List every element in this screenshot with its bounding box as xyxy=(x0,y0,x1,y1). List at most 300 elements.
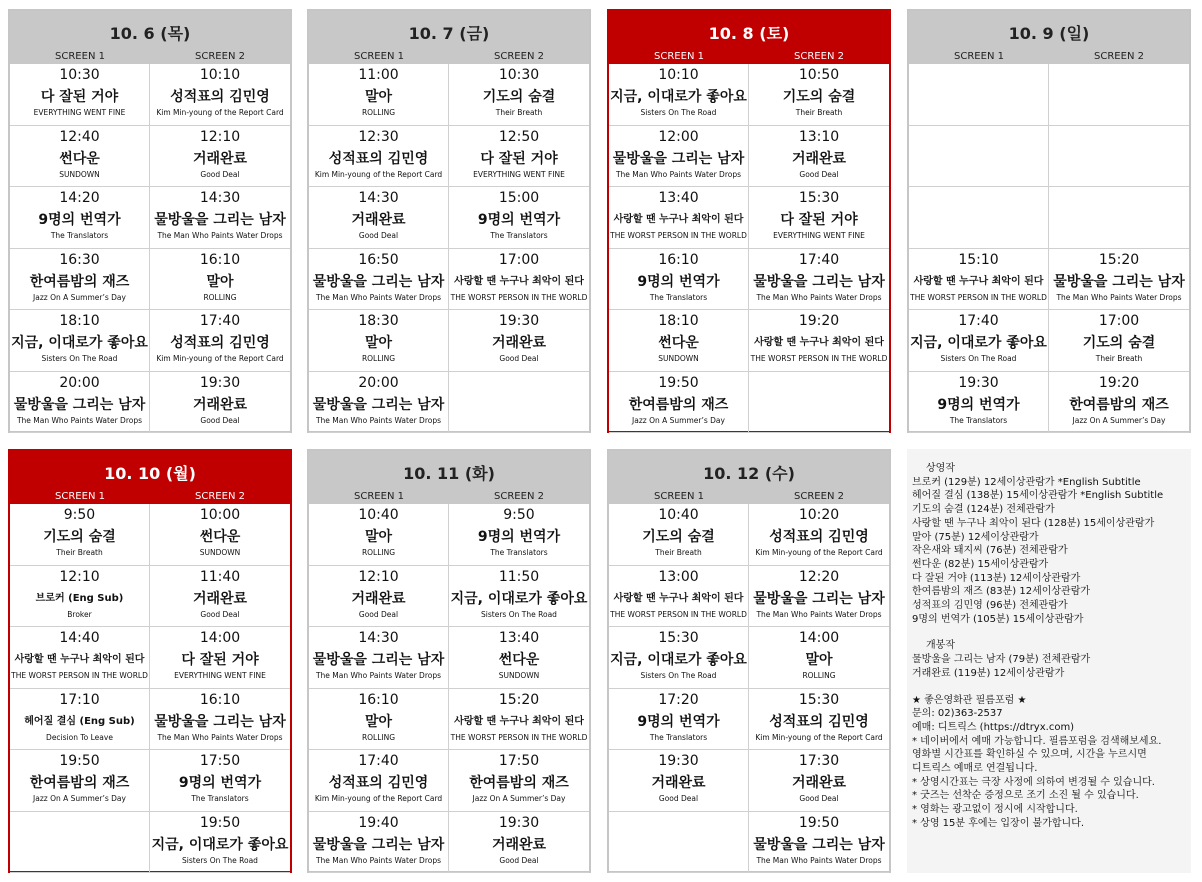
movie-title-ko: 사랑할 땐 누구나 최악이 된다 xyxy=(613,592,744,604)
day-header xyxy=(609,11,889,64)
showtime: 10:40 xyxy=(658,507,699,523)
now-showing-list xyxy=(912,476,1191,627)
showtime-cell[interactable] xyxy=(749,812,889,874)
note-line: 디트릭스 예매로 연결됩니다. xyxy=(912,763,1038,775)
day-card xyxy=(307,9,591,433)
day-card xyxy=(907,9,1191,433)
movie-title-en: Sisters On The Road xyxy=(481,609,557,619)
movie-title-en: THE WORST PERSON IN THE WORLD xyxy=(610,609,747,619)
showtime: 17:30 xyxy=(798,753,840,769)
movie-title-ko: 지금, 이대로가 좋아요 xyxy=(450,590,588,607)
movie-title-en: The Man Who Paints Water Drops xyxy=(756,292,882,302)
screen-label-2: SCREEN 2 xyxy=(195,51,245,62)
movie-title-ko: 성적표의 김민영 xyxy=(328,775,429,791)
showtime-cell[interactable] xyxy=(749,64,889,126)
movie-title-ko: 성적표의 김민영 xyxy=(769,713,869,730)
showtime: 16:50 xyxy=(358,251,399,268)
showtime-cell[interactable] xyxy=(309,750,449,812)
showtime-cell[interactable] xyxy=(749,689,889,751)
movie-title-en: Good Deal xyxy=(358,609,399,619)
movie-title-ko: 브로커 (Eng Sub) xyxy=(35,592,124,604)
movie-title-en: ROLLING xyxy=(203,292,237,302)
movie-title-ko: 사랑할 땐 누구나 최악이 된다 xyxy=(454,715,584,727)
movie-title-ko: 거래완료 xyxy=(192,150,248,167)
info-panel xyxy=(907,449,1191,873)
screen-label-1: SCREEN 1 xyxy=(55,491,105,502)
showtime: 19:20 xyxy=(798,313,840,329)
showtime: 15:20 xyxy=(498,691,540,708)
movie-title-en: EVERYTHING WENT FINE xyxy=(773,231,865,240)
movie-title-ko: 기도의 숨결 xyxy=(482,89,556,105)
showtime-cell[interactable] xyxy=(309,187,449,249)
movie-title-ko: 물방울을 그리는 남자 xyxy=(612,150,745,167)
movie-title-en: SUNDOWN xyxy=(199,548,241,557)
movie-title-ko: 썬다운 xyxy=(59,150,100,167)
movie-title-ko: 성적표의 김민영 xyxy=(170,89,270,105)
showtime-cell[interactable] xyxy=(1049,249,1189,311)
movie-title-ko: 한여름밤의 재즈 xyxy=(29,775,130,791)
showtime: 10:30 xyxy=(498,67,540,83)
movie-title-ko: 거래완료 xyxy=(351,590,406,607)
showtime: 17:00 xyxy=(498,251,540,268)
showtime-cell[interactable] xyxy=(909,249,1049,311)
movie-title-ko: 한여름밤의 재즈 xyxy=(628,396,729,413)
showtime-cell[interactable] xyxy=(150,566,290,628)
showtime: 13:40 xyxy=(658,190,699,206)
screen-label-2: SCREEN 2 xyxy=(794,491,844,502)
showtime: 10:40 xyxy=(358,507,399,523)
notes-list xyxy=(912,694,1191,831)
showtime: 14:40 xyxy=(59,630,100,646)
now-showing-item: 썬다운 (82분) 15세이상관람가 xyxy=(912,558,1049,570)
showtime-cell[interactable] xyxy=(10,627,150,689)
showtime-cell[interactable] xyxy=(309,812,449,874)
movie-title-ko: 물방울을 그리는 남자 xyxy=(312,836,445,853)
note-line: ★ 좋은영화관 필름포럼 ★ xyxy=(912,694,1027,706)
showtime: 10:30 xyxy=(59,67,100,83)
movie-title-ko: 지금, 이대로가 좋아요 xyxy=(610,89,747,105)
showtime-cell[interactable] xyxy=(10,64,150,126)
showtime-cell[interactable] xyxy=(749,504,889,566)
movie-title-ko: 사랑할 땐 누구나 최악이 된다 xyxy=(613,214,744,225)
movie-title-en: Good Deal xyxy=(499,855,539,865)
showtime-cell[interactable] xyxy=(609,64,749,126)
showtime-cell[interactable] xyxy=(150,812,290,874)
showtime: 19:50 xyxy=(658,374,699,391)
showtime-grid xyxy=(10,504,290,873)
showtime: 18:10 xyxy=(658,313,699,329)
day-date: 10. 10 (월) xyxy=(104,464,196,483)
now-showing-item: 브로커 (129분) 12세이상관람가 *English Subtitle xyxy=(912,476,1141,488)
showtime: 14:00 xyxy=(199,630,241,646)
showtime: 10:20 xyxy=(798,507,840,523)
showtime-cell[interactable] xyxy=(609,249,749,311)
showtime-cell[interactable] xyxy=(609,126,749,188)
movie-title-ko: 물방울을 그리는 남자 xyxy=(753,836,885,853)
showtime: 17:10 xyxy=(59,691,100,708)
movie-title-ko: 사랑할 땐 누구나 최악이 된다 xyxy=(913,275,1044,287)
movie-title-en: The Translators xyxy=(490,231,548,240)
movie-title-en: ROLLING xyxy=(802,671,836,680)
showtime: 15:10 xyxy=(958,251,999,268)
showtime-cell[interactable] xyxy=(10,504,150,566)
movie-title-ko: 거래완료 xyxy=(791,150,847,167)
now-showing-item: 9명의 번역가 (105분) 15세이상관람가 xyxy=(912,613,1084,625)
showtime: 17:40 xyxy=(358,753,399,769)
showtime-cell[interactable] xyxy=(449,187,589,249)
opening-item: 물방울을 그리는 남자 (79분) 전체관람가 xyxy=(912,654,1091,666)
showtime: 12:20 xyxy=(798,568,840,585)
showtime: 19:50 xyxy=(199,814,241,831)
opening-title: 개봉작 xyxy=(926,640,955,652)
showtime: 10:00 xyxy=(199,507,241,523)
showtime-cell[interactable] xyxy=(150,249,290,311)
movie-title-ko: 거래완료 xyxy=(351,212,406,228)
showtime-cell[interactable] xyxy=(10,566,150,628)
screen-label-1: SCREEN 1 xyxy=(954,51,1004,62)
showtime-cell[interactable] xyxy=(749,750,889,812)
movie-title-ko: 물방울을 그리는 남자 xyxy=(154,713,286,730)
movie-title-ko: 9명의 번역가 xyxy=(477,212,561,228)
movie-title-en: The Translators xyxy=(191,794,249,803)
movie-title-ko: 거래완료 xyxy=(791,775,847,791)
now-showing-item: 한여름밤의 재즈 (83분) 12세이상관람가 xyxy=(912,586,1091,598)
showtime-cell[interactable] xyxy=(449,689,589,751)
movie-title-en: Good Deal xyxy=(200,169,240,179)
movie-title-en: The Man Who Paints Water Drops xyxy=(16,415,143,425)
movie-title-ko: 지금, 이대로가 좋아요 xyxy=(151,836,289,853)
movie-title-en: Broker xyxy=(67,609,92,619)
day-header xyxy=(609,451,889,504)
movie-title-en: ROLLING xyxy=(361,548,396,557)
movie-title-en: Kim Min-young of the Report Card xyxy=(156,108,284,117)
showtime-cell[interactable] xyxy=(10,310,150,372)
opening-item: 거래완료 (119분) 12세이상관람가 xyxy=(912,667,1065,679)
movie-title-ko: 물방울을 그리는 남자 xyxy=(154,212,286,228)
note-line: 문의: 02)363-2537 xyxy=(912,708,1003,720)
showtime: 9:50 xyxy=(503,507,535,523)
showtime-grid xyxy=(609,64,889,433)
showtime-cell[interactable] xyxy=(1049,372,1189,434)
showtime-cell[interactable] xyxy=(309,126,449,188)
showtime: 14:00 xyxy=(798,630,840,646)
movie-title-ko: 물방울을 그리는 남자 xyxy=(312,396,445,413)
showtime-cell[interactable] xyxy=(749,126,889,188)
showtime-cell[interactable] xyxy=(150,187,290,249)
showtime: 11:00 xyxy=(358,67,399,83)
note-line: 영화별 시간표를 확인하실 수 있으며, 시간을 누르시면 xyxy=(912,749,1147,761)
day-card xyxy=(8,449,292,873)
showtime-cell[interactable] xyxy=(909,310,1049,372)
movie-title-en: The Man Who Paints Water Drops xyxy=(756,609,882,619)
showtime-cell xyxy=(1049,126,1189,188)
day-card xyxy=(607,9,891,433)
movie-title-ko: 말아 xyxy=(364,713,393,730)
showtime-cell[interactable] xyxy=(309,504,449,566)
showtime-cell[interactable] xyxy=(150,627,290,689)
movie-title-ko: 9명의 번역가 xyxy=(178,775,262,791)
movie-title-ko: 다 잘된 거야 xyxy=(40,89,119,105)
showtime: 16:10 xyxy=(199,691,241,708)
movie-title-ko: 말아 xyxy=(364,89,393,105)
showtime-cell xyxy=(609,812,749,874)
movie-title-ko: 물방울을 그리는 남자 xyxy=(753,590,885,607)
showtime-cell xyxy=(1049,64,1189,126)
showtime: 15:20 xyxy=(1098,251,1140,268)
showtime-grid xyxy=(909,64,1189,433)
showtime-cell[interactable] xyxy=(150,750,290,812)
showtime-cell[interactable] xyxy=(749,627,889,689)
movie-title-en: ROLLING xyxy=(361,732,396,742)
showtime: 17:50 xyxy=(199,753,241,769)
screen-label-2: SCREEN 2 xyxy=(494,491,544,502)
showtime: 15:30 xyxy=(658,630,699,646)
showtime-cell[interactable] xyxy=(449,249,589,311)
movie-title-en: Sisters On The Road xyxy=(640,671,717,680)
showtime: 12:10 xyxy=(358,568,399,585)
now-showing-item: 작은새와 돼지씨 (76분) 전체관람가 xyxy=(912,545,1068,557)
day-date: 10. 7 (금) xyxy=(408,24,490,43)
showtime: 10:50 xyxy=(798,67,840,83)
movie-title-ko: 성적표의 김민영 xyxy=(769,529,869,545)
movie-title-ko: 물방울을 그리는 남자 xyxy=(13,396,146,413)
now-showing-item: 다 잘된 거야 (113분) 12세이상관람가 xyxy=(912,572,1081,584)
showtime-cell[interactable] xyxy=(150,64,290,126)
showtime-cell[interactable] xyxy=(749,187,889,249)
movie-title-en: The Man Who Paints Water Drops xyxy=(315,415,442,425)
movie-title-ko: 말아 xyxy=(206,273,234,290)
movie-title-en: EVERYTHING WENT FINE xyxy=(33,108,126,117)
showtime-cell xyxy=(909,126,1049,188)
showtime-cell[interactable] xyxy=(1049,310,1189,372)
showtime-cell[interactable] xyxy=(609,566,749,628)
showtime-cell xyxy=(909,64,1049,126)
showtime-cell[interactable] xyxy=(449,566,589,628)
showtime-cell[interactable] xyxy=(449,627,589,689)
showtime: 19:30 xyxy=(958,374,999,391)
showtime: 17:40 xyxy=(798,251,840,268)
day-card xyxy=(8,9,292,433)
showtime-cell[interactable] xyxy=(449,64,589,126)
showtime-cell[interactable] xyxy=(10,249,150,311)
movie-title-ko: 9명의 번역가 xyxy=(477,529,561,545)
day-date: 10. 8 (토) xyxy=(708,24,790,43)
showtime: 14:30 xyxy=(358,190,399,206)
showtime-cell[interactable] xyxy=(449,750,589,812)
movie-title-en: The Translators xyxy=(50,231,109,240)
movie-title-en: Kim Min-young of the Report Card xyxy=(755,548,883,557)
showtime-cell[interactable] xyxy=(10,126,150,188)
movie-title-ko: 한여름밤의 재즈 xyxy=(469,775,569,791)
showtime-cell[interactable] xyxy=(309,249,449,311)
movie-title-en: The Man Who Paints Water Drops xyxy=(315,671,442,680)
movie-title-en: Their Breath xyxy=(495,108,543,117)
showtime-cell[interactable] xyxy=(609,372,749,434)
movie-title-ko: 거래완료 xyxy=(491,836,547,853)
showtime-grid xyxy=(309,64,589,433)
showtime-cell xyxy=(749,372,889,434)
movie-title-en: The Man Who Paints Water Drops xyxy=(615,169,742,179)
showtime-cell[interactable] xyxy=(609,689,749,751)
showtime-cell xyxy=(909,187,1049,249)
showtime: 18:30 xyxy=(358,313,399,329)
showtime-cell[interactable] xyxy=(609,187,749,249)
showtime: 12:30 xyxy=(358,128,399,145)
note-line: * 굿즈는 선착순 증정으로 조기 소진 될 수 있습니다. xyxy=(912,790,1139,802)
day-date: 10. 6 (목) xyxy=(109,24,191,43)
movie-title-en: Good Deal xyxy=(358,231,399,240)
movie-title-en: Good Deal xyxy=(658,794,699,803)
movie-title-ko: 거래완료 xyxy=(491,335,547,351)
movie-title-en: The Translators xyxy=(649,732,708,742)
screen-label-1: SCREEN 1 xyxy=(55,51,105,62)
movie-title-ko: 기도의 숨결 xyxy=(642,529,715,545)
showtime: 17:00 xyxy=(1098,313,1140,329)
movie-title-en: Jazz On A Summer’s Day xyxy=(472,794,566,803)
movie-title-en: Jazz On A Summer’s Day xyxy=(632,415,725,425)
movie-title-ko: 거래완료 xyxy=(192,590,248,607)
movie-title-ko: 기도의 숨결 xyxy=(1082,335,1156,351)
note-line: * 상영 15분 후에는 입장이 불가합니다. xyxy=(912,817,1085,829)
movie-title-ko: 다 잘된 거야 xyxy=(780,212,858,228)
movie-title-ko: 성적표의 김민영 xyxy=(170,335,270,351)
now-showing-item: 사랑할 땐 누구나 최악이 된다 (128분) 15세이상관람가 xyxy=(912,517,1155,529)
movie-title-ko: 사랑할 땐 누구나 최악이 된다 xyxy=(14,654,145,665)
showtime-cell[interactable] xyxy=(749,310,889,372)
screen-label-2: SCREEN 2 xyxy=(1094,51,1144,62)
movie-title-ko: 헤어질 결심 (Eng Sub) xyxy=(24,715,135,727)
movie-title-en: The Translators xyxy=(490,548,548,557)
movie-title-en: The Man Who Paints Water Drops xyxy=(157,732,283,742)
movie-title-ko: 썬다운 xyxy=(498,652,540,668)
movie-title-en: Their Breath xyxy=(655,548,702,557)
screen-label-2: SCREEN 2 xyxy=(494,51,544,62)
showtime-cell[interactable] xyxy=(609,504,749,566)
day-header xyxy=(10,451,290,504)
movie-title-ko: 9명의 번역가 xyxy=(637,713,720,730)
showtime-cell[interactable] xyxy=(609,310,749,372)
showtime: 17:20 xyxy=(658,691,699,708)
showtime: 19:30 xyxy=(498,814,540,831)
showtime-cell xyxy=(449,372,589,434)
showtime-cell[interactable] xyxy=(449,812,589,874)
movie-title-en: Decision To Leave xyxy=(46,732,113,742)
movie-title-ko: 물방울을 그리는 남자 xyxy=(1053,273,1185,290)
showtime-cell[interactable] xyxy=(150,126,290,188)
showtime-cell[interactable] xyxy=(449,504,589,566)
showtime-cell[interactable] xyxy=(309,372,449,434)
movie-title-en: Good Deal xyxy=(799,169,839,179)
movie-title-en: The Man Who Paints Water Drops xyxy=(1056,292,1182,302)
showtime: 15:30 xyxy=(798,691,840,708)
showtime-cell[interactable] xyxy=(309,627,449,689)
day-header xyxy=(309,451,589,504)
movie-title-en: THE WORST PERSON IN THE WORLD xyxy=(450,292,588,302)
movie-title-ko: 지금, 이대로가 좋아요 xyxy=(610,652,747,668)
showtime: 20:00 xyxy=(358,374,399,391)
movie-title-en: THE WORST PERSON IN THE WORLD xyxy=(750,354,888,363)
note-line: * 영화는 광고없이 정시에 시작합니다. xyxy=(912,804,1078,816)
showtime-cell[interactable] xyxy=(749,249,889,311)
showtime-cell[interactable] xyxy=(10,750,150,812)
opening-list xyxy=(912,653,1191,680)
movie-title-en: Sisters On The Road xyxy=(940,354,1017,363)
movie-title-en: Good Deal xyxy=(499,354,539,363)
showtime-cell[interactable] xyxy=(10,372,150,434)
showtime-cell[interactable] xyxy=(10,689,150,751)
showtime: 17:40 xyxy=(958,313,999,329)
movie-title-en: EVERYTHING WENT FINE xyxy=(473,169,565,179)
now-showing-item: 기도의 숨결 (124분) 전체관람가 xyxy=(912,504,1055,516)
movie-title-ko: 말아 xyxy=(805,652,833,668)
showtime: 19:20 xyxy=(1098,374,1140,391)
showtime-cell[interactable] xyxy=(150,372,290,434)
showtime: 10:10 xyxy=(199,67,241,83)
movie-title-en: ROLLING xyxy=(361,354,396,363)
movie-title-en: Good Deal xyxy=(200,609,240,619)
showtime-cell[interactable] xyxy=(309,64,449,126)
showtime-cell[interactable] xyxy=(609,750,749,812)
movie-title-en: SUNDOWN xyxy=(59,169,100,179)
movie-title-en: Kim Min-young of the Report Card xyxy=(755,732,883,742)
showtime: 19:30 xyxy=(658,753,699,769)
movie-title-en: Kim Min-young of the Report Card xyxy=(156,354,284,363)
showtime: 12:10 xyxy=(199,128,241,145)
showtime: 16:10 xyxy=(199,251,241,268)
showtime: 20:00 xyxy=(59,374,100,391)
now-showing-item: 성적표의 김민영 (96분) 전체관람가 xyxy=(912,600,1068,612)
movie-title-en: Kim Min-young of the Report Card xyxy=(314,794,443,803)
movie-title-en: Good Deal xyxy=(799,794,839,803)
movie-title-ko: 썬다운 xyxy=(658,335,699,351)
showtime: 13:40 xyxy=(498,630,540,646)
showtime: 11:50 xyxy=(498,568,540,585)
showtime-cell[interactable] xyxy=(309,310,449,372)
showtime-cell[interactable] xyxy=(449,126,589,188)
screen-label-1: SCREEN 1 xyxy=(354,51,404,62)
note-line: * 상영시간표는 극장 사정에 의하여 변경될 수 있습니다. xyxy=(912,776,1155,788)
day-date: 10. 11 (화) xyxy=(403,464,495,483)
showtime-grid xyxy=(609,504,889,873)
showtime: 12:10 xyxy=(59,568,100,585)
showtime-cell[interactable] xyxy=(150,504,290,566)
day-date: 10. 9 (일) xyxy=(1008,24,1090,43)
movie-title-en: The Translators xyxy=(949,415,1008,425)
movie-title-en: THE WORST PERSON IN THE WORLD xyxy=(610,231,747,240)
showtime-cell[interactable] xyxy=(449,310,589,372)
movie-title-en: Sisters On The Road xyxy=(640,108,717,117)
showtime-cell[interactable] xyxy=(749,566,889,628)
movie-title-en: SUNDOWN xyxy=(658,354,699,363)
showtime-cell[interactable] xyxy=(150,689,290,751)
movie-title-en: The Man Who Paints Water Drops xyxy=(157,231,283,240)
movie-title-en: Jazz On A Summer’s Day xyxy=(33,794,126,803)
day-header xyxy=(909,11,1189,64)
showtime-cell[interactable] xyxy=(10,187,150,249)
showtime: 12:00 xyxy=(658,128,699,145)
showtime-cell[interactable] xyxy=(150,310,290,372)
movie-title-ko: 말아 xyxy=(364,529,393,545)
showtime: 14:30 xyxy=(199,190,241,206)
showtime-cell[interactable] xyxy=(309,566,449,628)
showtime: 15:00 xyxy=(498,190,540,206)
showtime-cell[interactable] xyxy=(909,372,1049,434)
movie-title-ko: 9명의 번역가 xyxy=(937,396,1020,413)
movie-title-en: Their Breath xyxy=(1095,354,1143,363)
showtime-cell[interactable] xyxy=(609,627,749,689)
showtime-cell[interactable] xyxy=(309,689,449,751)
showtime: 12:40 xyxy=(59,128,100,145)
